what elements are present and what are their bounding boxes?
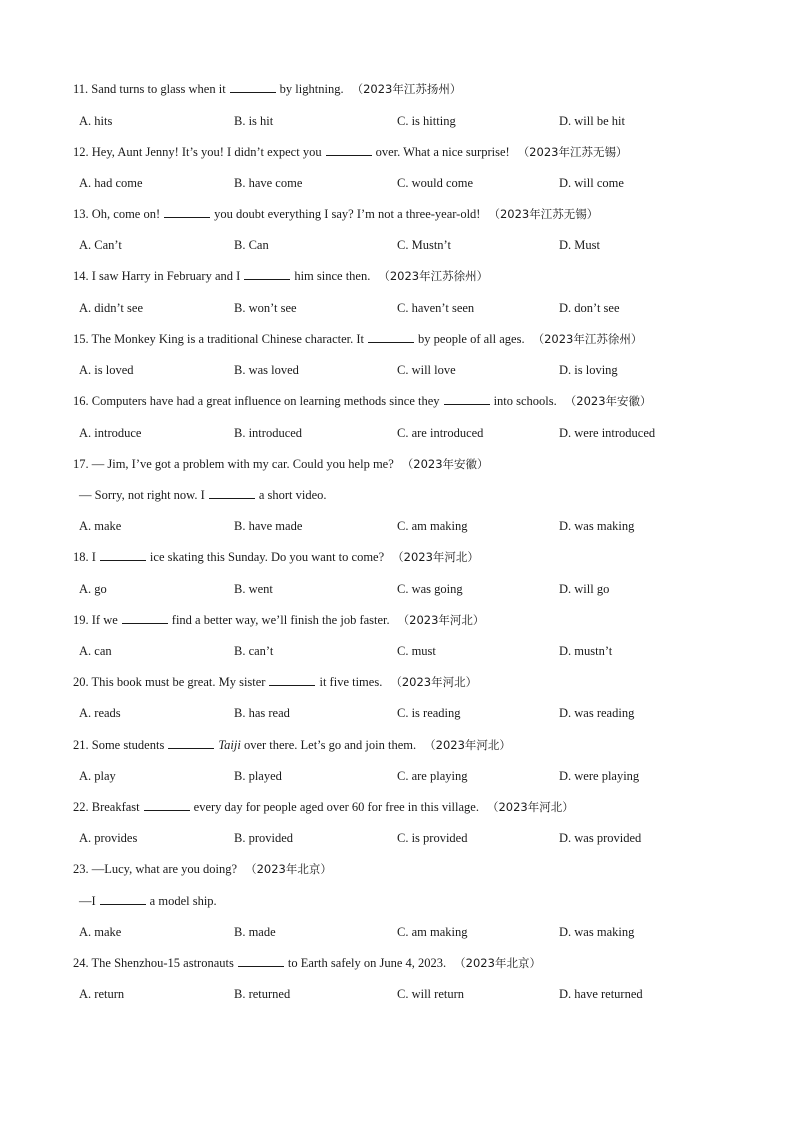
option-b: B. have come <box>234 176 303 190</box>
question-number: 12. <box>73 145 89 159</box>
option-c: C. are playing <box>397 769 468 783</box>
question-source: （2023年安徽） <box>401 457 489 471</box>
question-16 <box>73 393 754 409</box>
question-source: （2023年河北） <box>424 738 511 752</box>
options-21 <box>79 768 759 784</box>
answer-blank <box>164 206 210 218</box>
option-b: B. introduced <box>234 426 303 440</box>
question-23 <box>73 861 754 877</box>
answer-blank <box>144 799 190 811</box>
option-c: C. will love <box>397 363 456 377</box>
question-text: into schools. <box>493 394 557 408</box>
question-11 <box>73 81 754 97</box>
option-b: B. won’t see <box>234 301 297 315</box>
answer-blank <box>444 393 490 405</box>
options-13 <box>79 237 759 253</box>
option-d: D. was reading <box>559 706 635 720</box>
question-text: —Lucy, what are you doing? <box>91 862 238 876</box>
question-text: Oh, come on! <box>91 207 161 221</box>
answer-blank <box>269 674 315 686</box>
question-18 <box>73 549 754 565</box>
answer-blank <box>168 737 214 749</box>
option-c: C. is hitting <box>397 114 456 128</box>
options-24 <box>79 986 759 1002</box>
question-number: 21. <box>73 738 89 752</box>
option-a: A. provides <box>79 831 138 845</box>
question-text: it five times. <box>319 675 383 689</box>
option-c: C. must <box>397 644 436 658</box>
question-text: every day for people aged over 60 for free in this village. <box>193 800 479 814</box>
question-text: This book must be great. My sister <box>91 675 266 689</box>
answer-blank <box>326 144 372 156</box>
option-d: D. have returned <box>559 987 643 1001</box>
question-number: 23. <box>73 862 89 876</box>
option-c: C. is provided <box>397 831 468 845</box>
options-14 <box>79 300 759 316</box>
question-text: I <box>91 550 96 564</box>
question-text: —I <box>79 894 96 908</box>
question-text: If we <box>91 613 118 627</box>
answer-blank <box>100 549 146 561</box>
option-b: B. played <box>234 769 282 783</box>
option-d: D. is loving <box>559 363 618 377</box>
option-a: A. introduce <box>79 426 142 440</box>
question-number: 14. <box>73 269 89 283</box>
options-15 <box>79 362 759 378</box>
option-a: A. make <box>79 925 122 939</box>
question-number: 20. <box>73 675 89 689</box>
question-text: Hey, Aunt Jenny! It’s you! I didn’t expect you <box>91 145 322 159</box>
option-c: C. Mustn’t <box>397 238 451 252</box>
options-11 <box>79 113 759 129</box>
option-c: C. will return <box>397 987 465 1001</box>
option-a: A. make <box>79 519 122 533</box>
question-text: by lightning. <box>279 82 344 96</box>
question-text: Sand turns to glass when it <box>91 82 226 96</box>
question-text: by people of all ages. <box>418 332 525 346</box>
question-text: Breakfast <box>91 800 140 814</box>
option-a: A. had come <box>79 176 143 190</box>
question-number: 24. <box>73 956 89 970</box>
option-c: C. am making <box>397 519 468 533</box>
question-text: to Earth safely on June 4, 2023. <box>287 956 447 970</box>
question-number: 15. <box>73 332 89 346</box>
question-13 <box>73 206 754 222</box>
question-number: 11. <box>73 82 89 96</box>
question-text: The Monkey King is a traditional Chinese character. It <box>91 332 365 346</box>
question-source: （2023年江苏徐州） <box>532 332 643 346</box>
option-a: A. reads <box>79 706 121 720</box>
option-c: C. would come <box>397 176 474 190</box>
question-source: （2023年安徽） <box>564 394 652 408</box>
question-source: （2023年河北） <box>486 800 574 814</box>
question-17 <box>73 456 754 472</box>
question-text: I saw Harry in February and I <box>91 269 241 283</box>
question-text: Some students <box>91 738 165 752</box>
options-20 <box>79 705 759 721</box>
option-b: B. Can <box>234 238 269 252</box>
question-source: （2023年河北） <box>390 675 478 689</box>
option-a: A. go <box>79 582 107 596</box>
option-b: B. returned <box>234 987 291 1001</box>
options-16 <box>79 425 759 441</box>
question-text: you doubt everything I say? I’m not a three-year-old! <box>214 207 481 221</box>
question-text: find a better way, we’ll finish the job faster. <box>171 613 390 627</box>
option-c: C. am making <box>397 925 468 939</box>
option-d: D. mustn’t <box>559 644 613 658</box>
option-d: D. was provided <box>559 831 642 845</box>
option-c: C. is reading <box>397 706 461 720</box>
option-c: C. haven’t seen <box>397 301 475 315</box>
option-d: D. were introduced <box>559 426 656 440</box>
question-text: — Jim, I’ve got a problem with my car. Could you help me? <box>91 457 394 471</box>
question-text: a model ship. <box>149 894 217 908</box>
option-b: B. went <box>234 582 273 596</box>
question-number: 18. <box>73 550 89 564</box>
option-d: D. don’t see <box>559 301 620 315</box>
option-d: D. will go <box>559 582 610 596</box>
question-number: 17. <box>73 457 89 471</box>
option-b: B. have made <box>234 519 303 533</box>
question-text: him since then. <box>294 269 371 283</box>
italic-term: Taiji <box>218 738 241 752</box>
option-b: B. made <box>234 925 276 939</box>
question-text: ice skating this Sunday. Do you want to come? <box>149 550 385 564</box>
answer-blank <box>209 487 255 499</box>
question-20 <box>73 674 754 690</box>
option-d: D. was making <box>559 925 635 939</box>
question-21 <box>73 737 754 753</box>
options-12 <box>79 175 759 191</box>
question-19 <box>73 612 754 628</box>
option-b: B. is hit <box>234 114 274 128</box>
question-23-reply <box>79 893 754 909</box>
question-source: （2023年北京） <box>454 956 541 970</box>
option-d: D. was making <box>559 519 635 533</box>
option-b: B. has read <box>234 706 290 720</box>
option-a: A. didn’t see <box>79 301 143 315</box>
answer-blank <box>238 955 284 967</box>
question-15 <box>73 331 754 347</box>
question-number: 19. <box>73 613 89 627</box>
question-source: （2023年北京） <box>245 862 332 876</box>
question-text: over there. Let’s go and join them. <box>243 738 417 752</box>
options-19 <box>79 643 759 659</box>
question-text: — Sorry, not right now. I <box>79 488 205 502</box>
answer-blank <box>122 612 168 624</box>
option-b: B. can’t <box>234 644 274 658</box>
option-a: A. play <box>79 769 116 783</box>
option-a: A. can <box>79 644 112 658</box>
options-23 <box>79 924 759 940</box>
question-22 <box>73 799 754 815</box>
option-a: A. hits <box>79 114 113 128</box>
answer-blank <box>368 331 414 343</box>
question-number: 13. <box>73 207 89 221</box>
question-text: The Shenzhou-15 astronauts <box>91 956 234 970</box>
question-source: （2023年江苏无锡） <box>488 207 599 221</box>
option-c: C. was going <box>397 582 463 596</box>
question-17-reply <box>79 487 754 503</box>
option-a: A. return <box>79 987 125 1001</box>
question-14 <box>73 268 754 284</box>
option-b: B. was loved <box>234 363 299 377</box>
options-18 <box>79 581 759 597</box>
answer-blank <box>100 893 146 905</box>
answer-blank <box>230 81 276 93</box>
question-source: （2023年江苏无锡） <box>517 145 628 159</box>
question-source: （2023年江苏扬州） <box>351 82 462 96</box>
option-d: D. Must <box>559 238 600 252</box>
question-text: over. What a nice surprise! <box>375 145 510 159</box>
option-c: C. are introduced <box>397 426 484 440</box>
question-source: （2023年河北） <box>397 613 485 627</box>
option-b: B. provided <box>234 831 294 845</box>
options-22 <box>79 830 759 846</box>
options-17 <box>79 518 759 534</box>
option-d: D. were playing <box>559 769 640 783</box>
question-source: （2023年江苏徐州） <box>378 269 489 283</box>
question-24 <box>73 955 754 971</box>
answer-blank <box>244 268 290 280</box>
question-12 <box>73 144 754 160</box>
question-source: （2023年河北） <box>392 550 479 564</box>
question-number: 16. <box>73 394 89 408</box>
option-d: D. will be hit <box>559 114 625 128</box>
option-a: A. Can’t <box>79 238 122 252</box>
question-text: a short video. <box>258 488 327 502</box>
question-number: 22. <box>73 800 89 814</box>
question-text: Computers have had a great influence on learning methods since they <box>91 394 440 408</box>
option-a: A. is loved <box>79 363 134 377</box>
option-d: D. will come <box>559 176 624 190</box>
